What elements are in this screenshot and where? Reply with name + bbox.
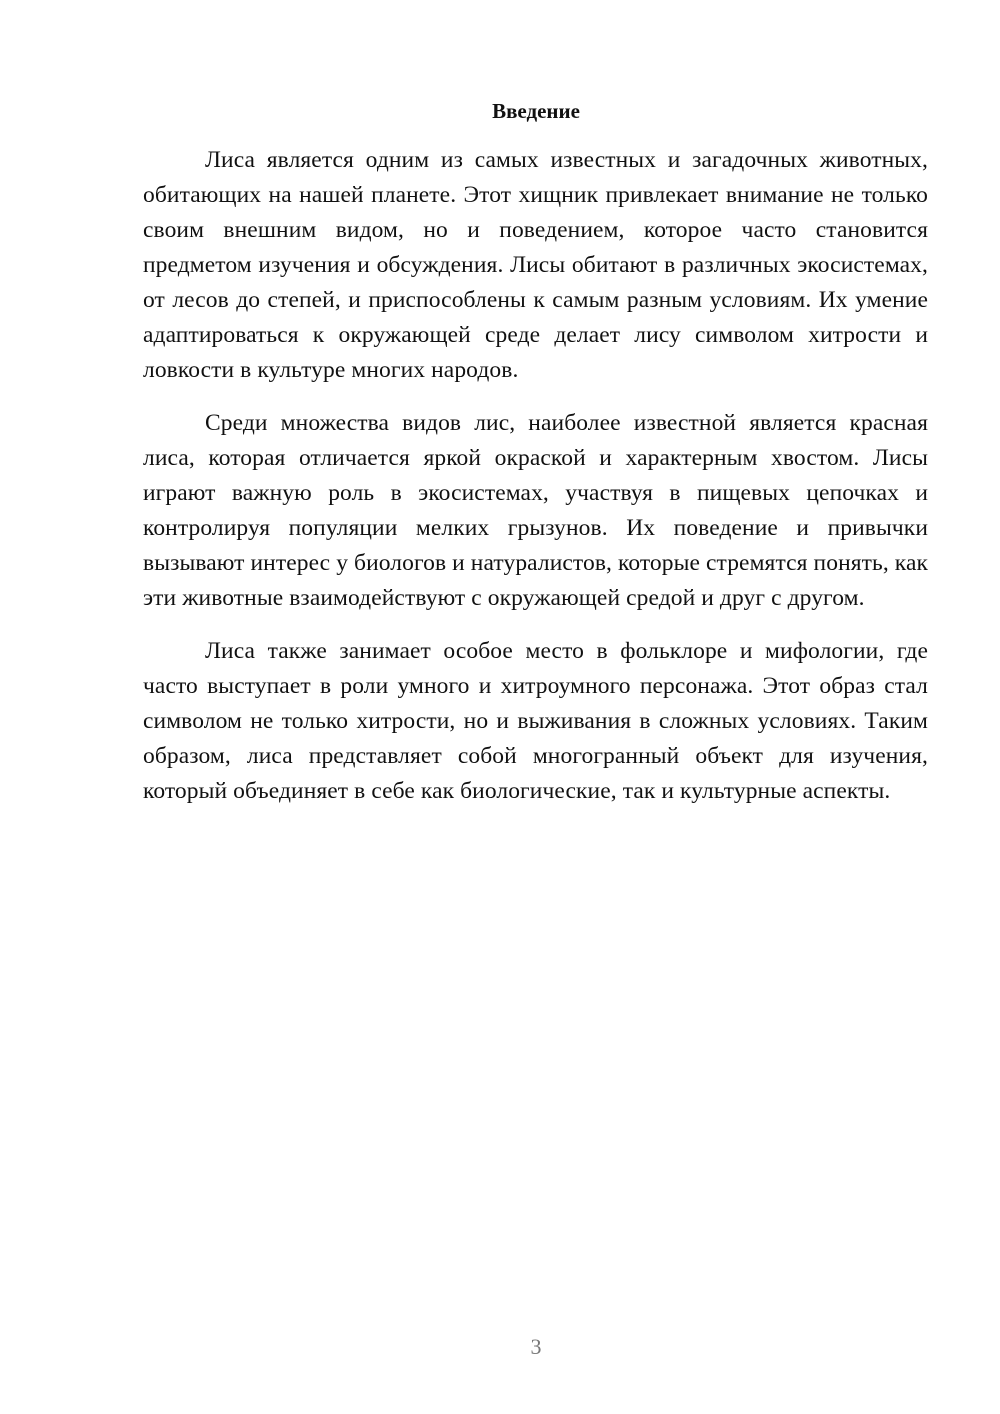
page-number: 3	[530, 1334, 542, 1359]
paragraph-3: Лиса также занимает особое место в фольклоре и мифологии, где часто выступает в роли умного и хитроумного персонажа. Этот образ стал символом не только хитрости, но и выживания в сложных условиях. Таким образом, лиса представляет собой многогранный объект для изучения, который объединяет в себе как биологические, так и культурные аспекты.	[143, 638, 928, 804]
paragraph-1: Лиса является одним из самых известных и загадочных животных, обитающих на нашей планете. Этот хищник привлекает внимание не только своим внешним видом, но и поведением, которое часто становится предметом изучения и обсуждения. Лисы обитают в различных экосистемах, от лесов до степей, и приспособлены к самым разным условиям. Их умение адаптироваться к окружающей среде делает лису символом хитрости и ловкости в культуре многих народов.	[143, 147, 928, 383]
paragraph-2: Среди множества видов лис, наиболее известной является красная лиса, которая отличается яркой окраской и характерным хвостом. Лисы играют важную роль в экосистемах, участвуя в пищевых цепочках и контролируя популяции мелких грызунов. Их поведение и привычки вызывают интерес у биологов и натуралистов, которые стремятся понять, как эти животные взаимодействуют с окружающей средой и друг с другом.	[143, 410, 928, 611]
section-heading: Введение	[492, 99, 580, 123]
body-text	[143, 143, 928, 827]
